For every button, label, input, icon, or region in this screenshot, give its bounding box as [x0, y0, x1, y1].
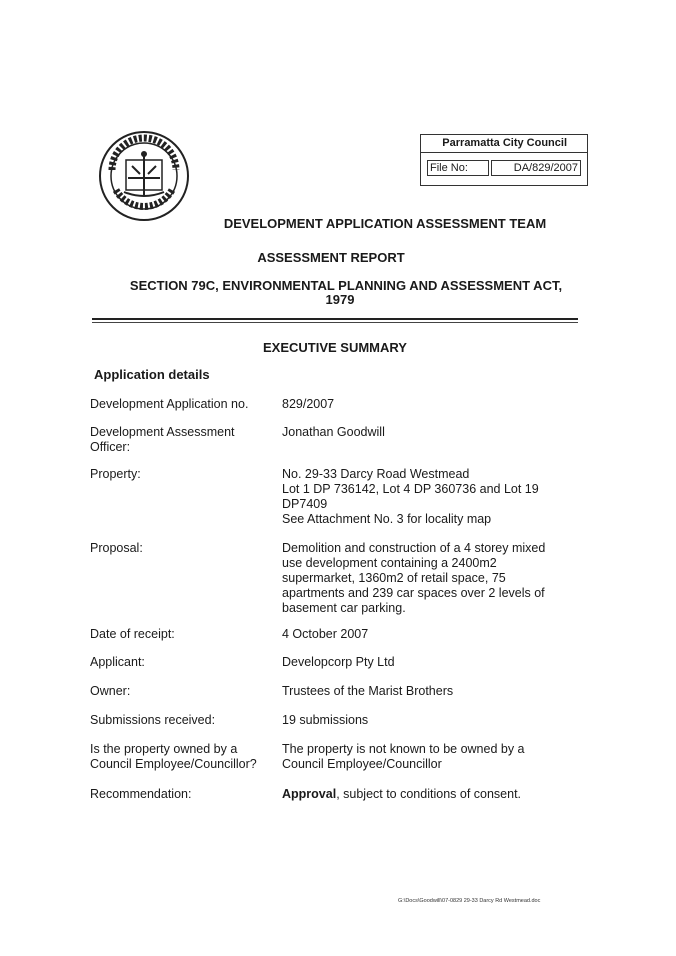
value-da-no: 829/2007 — [282, 397, 335, 411]
label-officer: Development Assessment Officer: — [90, 425, 235, 454]
heading-executive-summary: EXECUTIVE SUMMARY — [263, 340, 407, 355]
value-proposal: Demolition and construction of a 4 storey mixed use development containing a 2400m2 supermarket, 1360m2 of retail space, 75 apartments and 239 car spaces over 2 levels of basement car parking. — [282, 541, 546, 615]
application-details-heading: Application details — [94, 367, 210, 382]
heading-section-line2: 1979 — [325, 292, 355, 307]
label-property: Property: — [90, 467, 141, 481]
value-recommendation — [282, 787, 572, 802]
label-recommendation: Recommendation: — [90, 787, 192, 801]
divider-thin — [92, 322, 578, 323]
footer-file-path: G:\Docs\Goodwill\07-0829 29-33 Darcy Rd Westmead.doc — [398, 898, 541, 904]
value-owner: Trustees of the Marist Brothers — [282, 684, 454, 698]
heading-section-line1: SECTION 79C, ENVIRONMENTAL PLANNING AND ASSESSMENT ACT, — [129, 278, 563, 293]
recommendation-rest: , subject to conditions of consent. — [336, 787, 522, 801]
divider-thick — [92, 318, 578, 320]
label-owner: Owner: — [90, 684, 131, 698]
value-date-receipt: 4 October 2007 — [282, 627, 369, 641]
label-applicant: Applicant: — [90, 655, 145, 669]
label-da-no: Development Application no. — [90, 397, 249, 411]
value-submissions: 19 submissions — [282, 713, 369, 727]
label-submissions: Submissions received: — [90, 713, 216, 727]
recommendation-approval: Approval — [282, 787, 337, 801]
value-property: No. 29-33 Darcy Road Westmead Lot 1 DP 736142, Lot 4 DP 360736 and Lot 19 DP7409 See Attachment No. 3 for locality map — [282, 467, 539, 526]
heading-team: DEVELOPMENT APPLICATION ASSESSMENT TEAM — [223, 216, 547, 231]
value-applicant: Developcorp Pty Ltd — [282, 655, 395, 669]
council-seal — [98, 130, 190, 222]
value-officer: Jonathan Goodwill — [282, 425, 385, 439]
stamp-org: Parramatta City Council — [442, 137, 567, 149]
label-date-receipt: Date of receipt: — [90, 627, 175, 641]
label-owned-by-employee: Is the property owned by a Council Employee/Councillor? — [90, 742, 257, 771]
file-stamp — [420, 134, 588, 186]
label-proposal: Proposal: — [90, 541, 143, 555]
value-owned-by-employee: The property is not known to be owned by a Council Employee/Councillor — [282, 742, 525, 771]
stamp-file-label: File No: — [427, 160, 489, 176]
stamp-file-value: DA/829/2007 — [491, 160, 581, 176]
heading-report: ASSESSMENT REPORT — [257, 250, 405, 265]
